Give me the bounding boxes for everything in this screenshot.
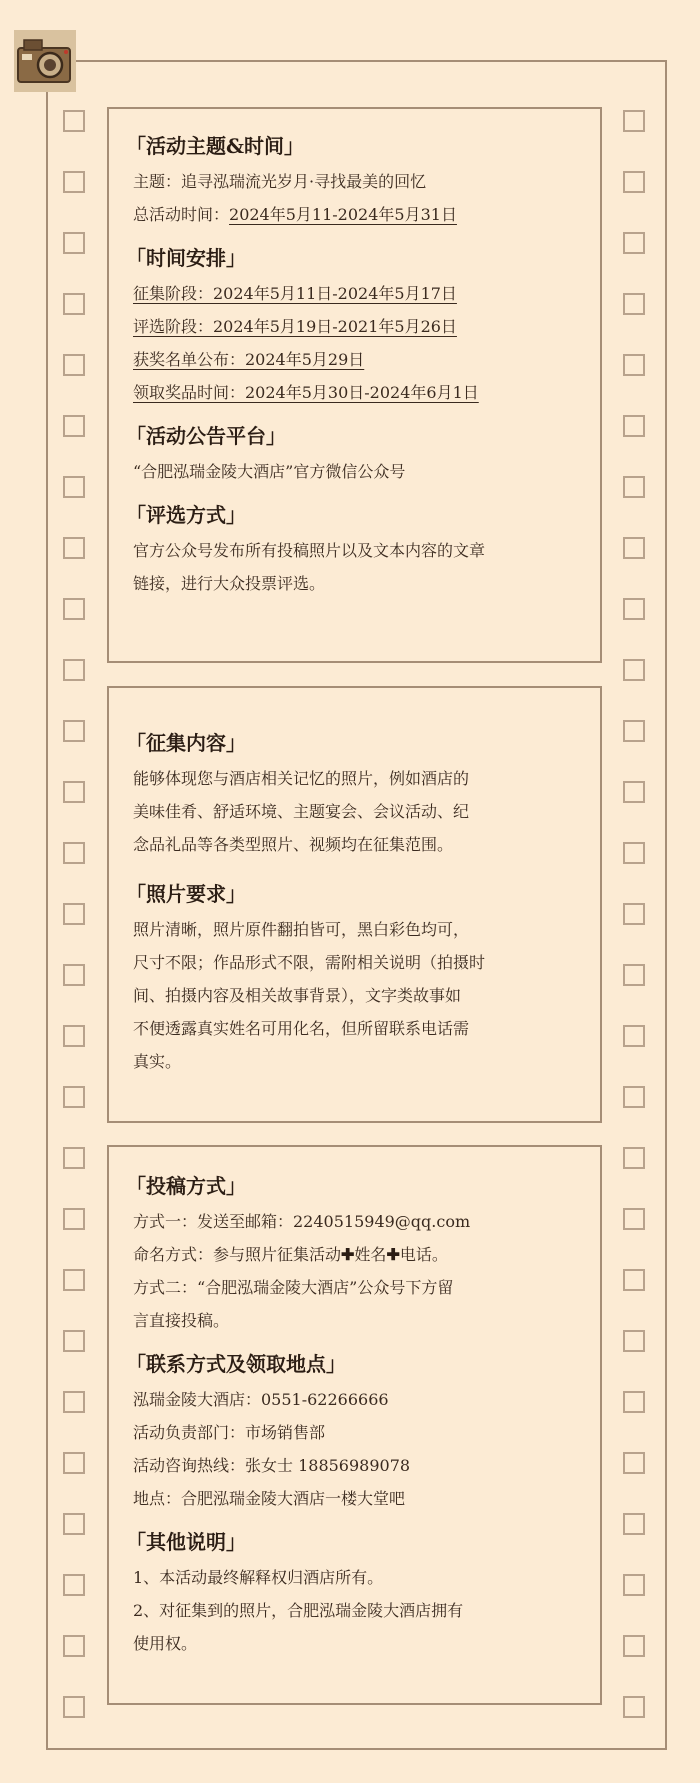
film-perforation bbox=[63, 1147, 85, 1169]
film-perforation bbox=[63, 1086, 85, 1108]
film-perforation bbox=[63, 1025, 85, 1047]
film-perforation bbox=[623, 1330, 645, 1352]
film-perforation bbox=[63, 1696, 85, 1718]
film-perforation bbox=[63, 537, 85, 559]
requirement-line: 照片清晰，照片原件翻拍皆可，黑白彩色均可， bbox=[133, 920, 470, 939]
film-perforation bbox=[623, 781, 645, 803]
schedule-item: 征集阶段：2024年5月11日-2024年5月17日 bbox=[133, 284, 457, 303]
film-perforation bbox=[623, 903, 645, 925]
film-perforation bbox=[623, 537, 645, 559]
plus-icon: ✚ bbox=[386, 1245, 400, 1264]
vote-line: 链接，进行大众投票评选。 bbox=[133, 574, 326, 593]
film-perforation bbox=[623, 1147, 645, 1169]
contact-line: 泓瑞金陵大酒店：0551-62266666 bbox=[133, 1390, 389, 1409]
film-perforation bbox=[623, 720, 645, 742]
naming-rule bbox=[133, 1238, 576, 1271]
other-line: 1、本活动最终解释权归酒店所有。 bbox=[133, 1568, 384, 1587]
content-heading: 「征集内容」 bbox=[126, 731, 246, 755]
requirement-line: 真实。 bbox=[133, 1052, 182, 1071]
film-perforation bbox=[623, 842, 645, 864]
contact-line: 活动咨询热线：张女士 18856989078 bbox=[133, 1456, 411, 1475]
naming-part: 命名方式：参与照片征集活动 bbox=[133, 1245, 342, 1264]
platform-text: “合肥泓瑞金陵大酒店”官方微信公众号 bbox=[133, 462, 406, 481]
film-perforation bbox=[623, 171, 645, 193]
film-perforation bbox=[623, 598, 645, 620]
theme-line: 主题：追寻泓瑞流光岁月·寻找最美的回忆 bbox=[133, 172, 427, 191]
schedule-item: 领取奖品时间：2024年5月30日-2024年6月1日 bbox=[133, 383, 479, 402]
contact-line: 活动负责部门：市场销售部 bbox=[133, 1423, 326, 1442]
film-perforation bbox=[63, 171, 85, 193]
other-line: 2、对征集到的照片，合肥泓瑞金陵大酒店拥有 bbox=[133, 1601, 464, 1620]
film-perforation bbox=[63, 1330, 85, 1352]
film-perforation bbox=[623, 1452, 645, 1474]
film-perforation bbox=[63, 1513, 85, 1535]
film-perforation bbox=[623, 415, 645, 437]
schedule-item: 评选阶段：2024年5月19日-2021年5月26日 bbox=[133, 317, 457, 336]
info-panel-content bbox=[107, 686, 602, 1123]
film-perforation bbox=[623, 110, 645, 132]
method-two-line: 言直接投稿。 bbox=[133, 1311, 230, 1330]
other-heading: 「其他说明」 bbox=[126, 1530, 246, 1554]
info-panel-schedule bbox=[107, 107, 602, 663]
film-perforation bbox=[63, 110, 85, 132]
film-perforation bbox=[623, 1025, 645, 1047]
film-perforation bbox=[63, 964, 85, 986]
film-perforation bbox=[63, 293, 85, 315]
total-time-value: 2024年5月11-2024年5月31日 bbox=[229, 205, 457, 224]
info-panel-submission bbox=[107, 1145, 602, 1705]
film-perforation bbox=[63, 842, 85, 864]
vote-line: 官方公众号发布所有投稿照片以及文本内容的文章 bbox=[133, 541, 486, 560]
film-perforation bbox=[623, 1208, 645, 1230]
vintage-camera-icon bbox=[14, 30, 76, 92]
schedule-heading: 「时间安排」 bbox=[126, 246, 246, 270]
film-perforation bbox=[623, 964, 645, 986]
other-line: 使用权。 bbox=[133, 1634, 198, 1653]
film-perforation bbox=[623, 354, 645, 376]
film-perforation bbox=[63, 476, 85, 498]
film-perforation bbox=[623, 1269, 645, 1291]
film-perforation bbox=[63, 1635, 85, 1657]
platform-heading: 「活动公告平台」 bbox=[126, 424, 286, 448]
requirement-line: 间、拍摄内容及相关故事背景），文字类故事如 bbox=[133, 986, 462, 1005]
film-perforation bbox=[63, 1391, 85, 1413]
method-two-line: 方式二：“合肥泓瑞金陵大酒店”公众号下方留 bbox=[133, 1278, 454, 1297]
film-perforation bbox=[63, 720, 85, 742]
total-time-line bbox=[133, 198, 576, 231]
film-perforation bbox=[63, 415, 85, 437]
naming-part: 电话。 bbox=[399, 1245, 448, 1264]
film-perforation bbox=[623, 1635, 645, 1657]
content-line: 美味佳肴、舒适环境、主题宴会、会议活动、纪 bbox=[133, 802, 470, 821]
theme-heading: 「活动主题&时间」 bbox=[126, 134, 305, 158]
film-perforation bbox=[63, 781, 85, 803]
film-perforation bbox=[623, 1086, 645, 1108]
film-perforation bbox=[623, 1574, 645, 1596]
schedule-item: 获奖名单公布：2024年5月29日 bbox=[133, 350, 365, 369]
film-perforation bbox=[63, 1452, 85, 1474]
requirement-line: 不便透露真实姓名可用化名，但所留联系电话需 bbox=[133, 1019, 470, 1038]
film-perforation bbox=[63, 1574, 85, 1596]
film-perforation bbox=[63, 354, 85, 376]
requirement-line: 尺寸不限；作品形式不限，需附相关说明（拍摄时 bbox=[133, 953, 486, 972]
film-perforation bbox=[623, 232, 645, 254]
naming-part: 姓名 bbox=[354, 1245, 387, 1264]
requirements-heading: 「照片要求」 bbox=[126, 882, 246, 906]
film-perforation bbox=[63, 598, 85, 620]
vote-heading: 「评选方式」 bbox=[126, 503, 246, 527]
film-perforation bbox=[623, 1391, 645, 1413]
contact-heading: 「联系方式及领取地点」 bbox=[126, 1352, 346, 1376]
film-perforation bbox=[623, 476, 645, 498]
content-line: 能够体现您与酒店相关记忆的照片，例如酒店的 bbox=[133, 769, 470, 788]
plus-icon: ✚ bbox=[341, 1245, 355, 1264]
submit-heading: 「投稿方式」 bbox=[126, 1174, 246, 1198]
film-perforation bbox=[623, 1513, 645, 1535]
method-one: 方式一：发送至邮箱：2240515949@qq.com bbox=[133, 1212, 471, 1231]
film-perforation bbox=[623, 659, 645, 681]
contact-line: 地点：合肥泓瑞金陵大酒店一楼大堂吧 bbox=[133, 1489, 406, 1508]
film-perforation bbox=[623, 293, 645, 315]
film-perforation bbox=[63, 659, 85, 681]
content-line: 念品礼品等各类型照片、视频均在征集范围。 bbox=[133, 835, 454, 854]
film-perforation bbox=[63, 903, 85, 925]
film-perforation bbox=[63, 232, 85, 254]
film-perforation bbox=[623, 1696, 645, 1718]
film-perforation bbox=[63, 1269, 85, 1291]
film-perforation bbox=[63, 1208, 85, 1230]
total-time-label: 总活动时间： bbox=[133, 205, 230, 224]
